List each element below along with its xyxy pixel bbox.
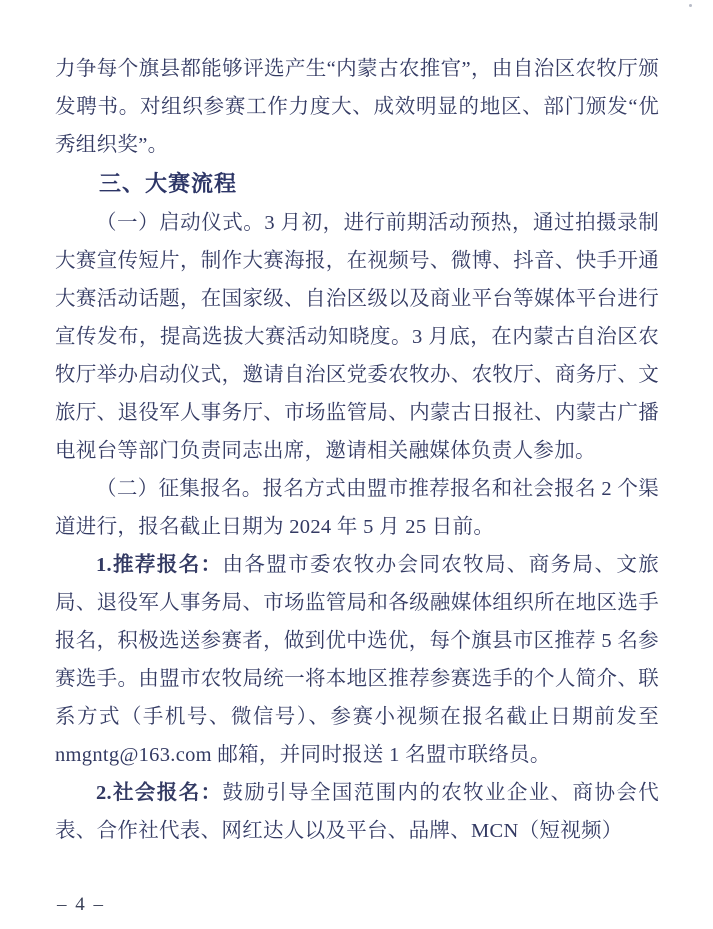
paragraph-registration-channels: （二）征集报名。报名方式由盟市推荐报名和社会报名 2 个渠道进行，报名截止日期为 2024 年 5 月 25 日前。 xyxy=(55,478,659,538)
paragraph-recommend-signup xyxy=(55,546,659,774)
paragraph-social-signup xyxy=(55,774,659,850)
paragraph-launch-ceremony: （一）启动仪式。3 月初，进行前期活动预热，通过拍摄录制大赛宣传短片，制作大赛海报，在视频号、微博、抖音、快手开通大赛活动话题，在国家级、自治区级以及商业平台等媒体平台进行宣传发布，提高选拔大赛活动知晓度。3 月底，在内蒙古自治区农牧厅举办启动仪式，邀请自治区党委农牧办、农牧厅、商务厅、文旅厅、退役军人事务厅、市场监管局、内蒙古日报社、内蒙古广播电视台等部门负责同志出席，邀请相关融媒体负责人参加。 xyxy=(55,212,659,462)
social-signup-text: 鼓励引导全国范围内的农牧业企业、商协会代表、合作社代表、网红达人以及平台、品牌、MCN（短视频） xyxy=(55,782,659,842)
section-heading-competition-process: 三、大赛流程 xyxy=(99,171,238,196)
social-signup-label: 2.社会报名： xyxy=(96,782,223,804)
page-number: – 4 – xyxy=(57,894,105,915)
recommend-signup-label: 1.推荐报名： xyxy=(96,554,223,576)
paragraph-award-continuation: 力争每个旗县都能够评选产生“内蒙古农推官”，由自治区农牧厅颁发聘书。对组织参赛工作力度大、成效明显的地区、部门颁发“优秀组织奖”。 xyxy=(55,58,659,156)
recommend-signup-text: 由各盟市委农牧办会同农牧局、商务局、文旅局、退役军人事务局、市场监管局和各级融媒体组织所在地区选手报名，积极选送参赛者，做到优中选优，每个旗县市区推荐 5 名参赛选手。由盟市农牧局统一将本地区推荐参赛选手的个人简介、联系方式（手机号、微信号）、参赛小视频在报名截止日期前发至 nmgntg@163.com 邮箱，并同时报送 1 名盟市联络员。 xyxy=(55,554,659,766)
document-body xyxy=(55,50,659,850)
scan-artifact-dot xyxy=(689,4,692,7)
